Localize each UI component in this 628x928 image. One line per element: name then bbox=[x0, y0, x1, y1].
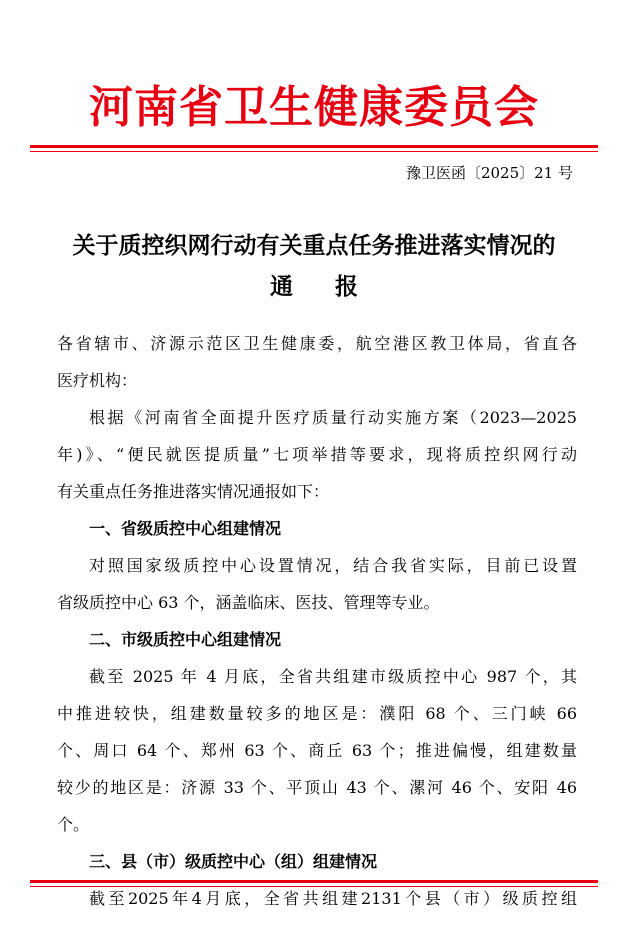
footer-rule-thin bbox=[30, 886, 598, 887]
title-line-1: 关于质控织网行动有关重点任务推进落实情况的 bbox=[72, 232, 556, 259]
body-line: 个。 bbox=[57, 815, 90, 834]
body-line: 年)》、“便民就医提质量”七项举措等要求，现将质控织网行动 bbox=[57, 445, 577, 464]
body-line: 医疗机构： bbox=[57, 371, 138, 390]
org-masthead: 河南省卫生健康委员会 bbox=[89, 82, 539, 133]
body-line: 省级质控中心 63 个，涵盖临床、医技、管理等专业。 bbox=[57, 593, 440, 612]
document-number: 豫卫医函〔2025〕21 号 bbox=[405, 164, 573, 182]
body-line: 截至2025年4月底，全省共组建2131个县（市）级质控组 bbox=[89, 889, 577, 908]
body-line: 对照国家级质控中心设置情况，结合我省实际，目前已设置 bbox=[89, 556, 577, 575]
body-line: 根据《河南省全面提升医疗质量行动实施方案（2023—2025 bbox=[89, 408, 577, 427]
body-line: 中推进较快，组建数量较多的地区是：濮阳 68 个、三门峡 66 bbox=[57, 704, 577, 723]
footer-rule-thick bbox=[30, 880, 598, 883]
body-line: 有关重点任务推进落实情况通报如下： bbox=[57, 482, 330, 501]
header-rule-thick bbox=[30, 145, 598, 148]
body-line: 个、周口 64 个、郑州 63 个、商丘 63 个；推进偏慢，组建数量 bbox=[57, 741, 577, 760]
section-heading: 二、市级质控中心组建情况 bbox=[89, 630, 282, 649]
header-rule-thin bbox=[30, 151, 598, 152]
title-line-2: 通报 bbox=[270, 273, 400, 300]
document-body bbox=[57, 325, 577, 917]
section-heading: 三、县（市）级质控中心（组）组建情况 bbox=[89, 852, 378, 871]
body-line: 各省辖市、济源示范区卫生健康委，航空港区教卫体局，省直各 bbox=[57, 334, 577, 353]
body-line: 较少的地区是：济源 33 个、平顶山 43 个、漯河 46 个、安阳 46 bbox=[57, 778, 577, 797]
body-line: 截至 2025 年 4 月底，全省共组建市级质控中心 987 个，其 bbox=[89, 667, 577, 686]
section-heading: 一、省级质控中心组建情况 bbox=[89, 519, 282, 538]
